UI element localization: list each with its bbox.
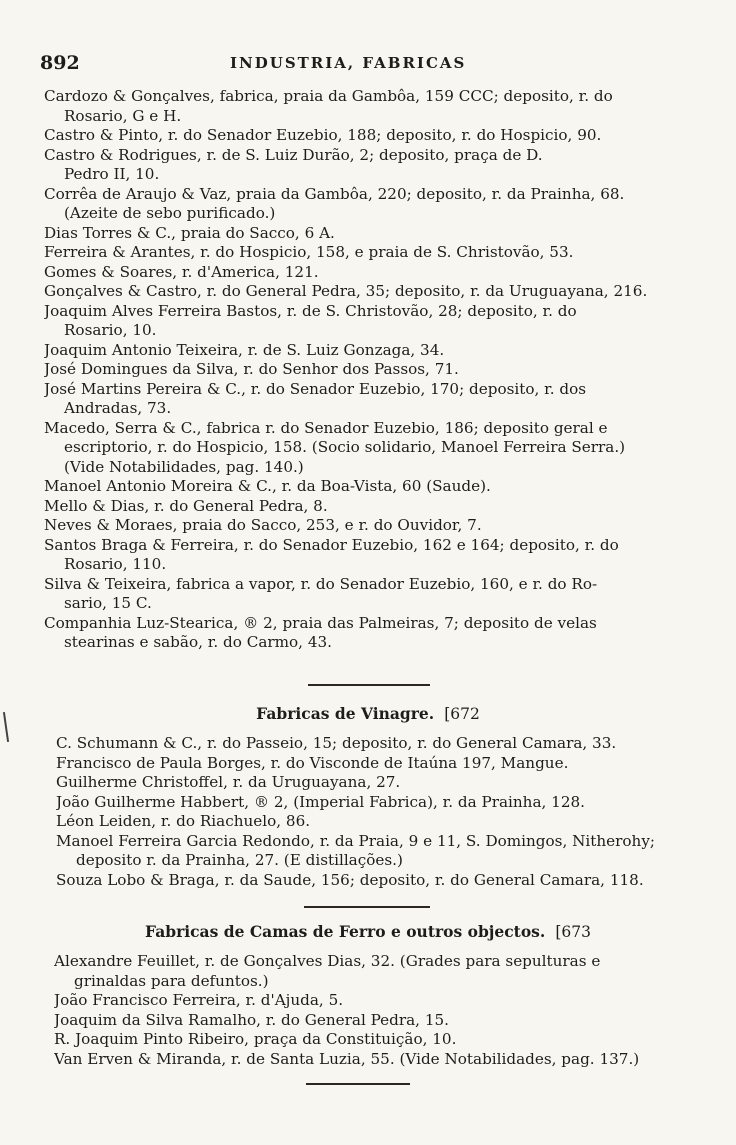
section-camas-entries [54,952,690,1069]
entry-line: (Vide Notabilidades, pag. 140.) [64,457,304,476]
entry-line: stearinas e sabão, r. do Carmo, 43. [64,633,332,651]
entry-line: José Domingues da Silva, r. do Senhor dos Passos, 71. [44,360,459,378]
section-divider [304,906,430,908]
entry-line: Companhia Luz-Stearica, ® 2, praia das Palmeiras, 7; deposito de velas [44,613,597,632]
directory-entry [56,734,694,754]
directory-entry [54,1030,690,1050]
directory-entry [54,952,690,991]
entry-line: R. Joaquim Pinto Ribeiro, praça da Constituição, 10. [54,1030,457,1048]
page-header [40,52,700,82]
entry-line: João Francisco Ferreira, r. d'Ajuda, 5. [54,991,344,1009]
directory-entry [56,773,694,793]
directory-entry [44,87,694,126]
directory-entry [44,185,694,224]
directory-entry [54,1011,690,1031]
directory-entry [44,614,694,653]
section-divider [308,684,430,686]
directory-entry [44,380,694,419]
entry-line: Castro & Rodrigues, r. de S. Luiz Durão, 2; deposito, praça de D. [44,145,543,164]
section-title: Fabricas de Camas de Ferro e outros objectos. [145,922,546,941]
directory-entry [44,224,694,244]
entry-line: Joaquim da Silva Ramalho, r. do General Pedra, 15. [54,1010,449,1029]
entry-line: Rosario, G e H. [64,106,182,125]
section-title: Fabricas de Vinagre. [256,704,435,723]
entry-line: Van Erven & Miranda, r. de Santa Luzia, 55. (Vide Notabilidades, pag. 137.) [54,1049,640,1068]
entry-line: João Guilherme Habbert, ® 2, (Imperial Fabrica), r. da Prainha, 128. [56,792,585,811]
directory-entry [54,1050,690,1070]
entry-line: Cardozo & Gonçalves, fabrica, praia da Gambôa, 159 CCC; deposito, r. do [44,87,613,105]
directory-entry [54,991,690,1011]
directory-entry [44,243,694,263]
entry-line: Joaquim Alves Ferreira Bastos, r. de S. Christovão, 28; deposito, r. do [44,301,577,320]
entry-line: Rosario, 10. [64,321,157,339]
entry-line: Santos Braga & Ferreira, r. do Senador Euzebio, 162 e 164; deposito, r. do [44,535,619,554]
section-number: [673 [555,923,591,941]
entry-line: Gonçalves & Castro, r. do General Pedra, 35; deposito, r. da Uruguayana, 216. [44,282,648,300]
entry-line: Andradas, 73. [64,399,172,417]
entry-line: (Azeite de sebo purificado.) [64,204,276,222]
entry-line: Silva & Teixeira, fabrica a vapor, r. do Senador Euzebio, 160, e r. do Ro- [44,574,598,593]
directory-entry [44,516,694,536]
directory-entry [44,263,694,283]
directory-entry [44,360,694,380]
entry-line: C. Schumann & C., r. do Passeio, 15; deposito, r. do General Camara, 33. [56,734,617,752]
page-number: 892 [40,52,80,74]
directory-entry [44,341,694,361]
entry-line: Castro & Pinto, r. do Senador Euzebio, 188; deposito, r. do Hospicio, 90. [44,126,602,144]
directory-entry [44,536,694,575]
entry-line: Rosario, 110. [64,555,167,573]
entry-line: Manoel Antonio Moreira & C., r. da Boa-Vista, 60 (Saude). [44,477,491,495]
directory-entry [44,146,694,185]
entry-line: Mello & Dias, r. do General Pedra, 8. [44,496,328,515]
entry-line: Ferreira & Arantes, r. do Hospicio, 158, e praia de S. Christovão, 53. [44,243,574,261]
section-heading-vinagre [0,704,736,723]
section-number: [672 [444,705,480,723]
entry-line: Macedo, Serra & C., fabrica r. do Senador Euzebio, 186; deposito geral e [44,418,608,437]
entry-line: Léon Leiden, r. do Riachuelo, 86. [56,812,311,830]
section-vinagre-entries [56,734,694,890]
directory-entry [56,754,694,774]
entry-line: Guilherme Christoffel, r. da Uruguayana, 27. [56,773,401,791]
section-divider [306,1083,410,1085]
running-title: INDUSTRIA, FABRICAS [230,54,467,72]
entry-line: Dias Torres & C., praia do Sacco, 6 A. [44,223,335,242]
entry-line: Corrêa de Araujo & Vaz, praia da Gambôa, 220; deposito, r. da Prainha, 68. [44,184,625,203]
directory-entry [44,419,694,478]
entry-line: José Martins Pereira & C., r. do Senador Euzebio, 170; deposito, r. dos [44,379,587,398]
directory-entry [44,575,694,614]
entry-line: deposito r. da Prainha, 27. (E distillações.) [76,851,403,869]
entry-line: Souza Lobo & Braga, r. da Saude, 156; deposito, r. do General Camara, 118. [56,870,644,889]
entry-line: sario, 15 C. [64,594,152,612]
directory-entry [56,812,694,832]
entry-line: Gomes & Soares, r. d'America, 121. [44,262,319,281]
directory-entry [56,871,694,891]
entry-line: Neves & Moraes, praia do Sacco, 253, e r. do Ouvidor, 7. [44,516,482,534]
section-a-entries [44,87,694,653]
directory-entry [56,832,694,871]
entry-line: escriptorio, r. do Hospicio, 158. (Socio solidario, Manoel Ferreira Serra.) [64,438,626,456]
entry-line: grinaldas para defuntos.) [74,971,269,990]
entry-line: Alexandre Feuillet, r. de Gonçalves Dias, 32. (Grades para sepulturas e [54,952,601,970]
directory-entry [44,497,694,517]
directory-entry [44,126,694,146]
entry-line: Joaquim Antonio Teixeira, r. de S. Luiz Gonzaga, 34. [44,340,445,359]
directory-entry [44,282,694,302]
directory-entry [44,302,694,341]
directory-entry [44,477,694,497]
entry-line: Francisco de Paula Borges, r. do Visconde de Itaúna 197, Mangue. [56,753,569,772]
entry-line: Manoel Ferreira Garcia Redondo, r. da Praia, 9 e 11, S. Domingos, Nitherohy; [56,831,656,850]
directory-entry [56,793,694,813]
section-heading-camas [0,922,736,941]
entry-line: Pedro II, 10. [64,165,160,183]
